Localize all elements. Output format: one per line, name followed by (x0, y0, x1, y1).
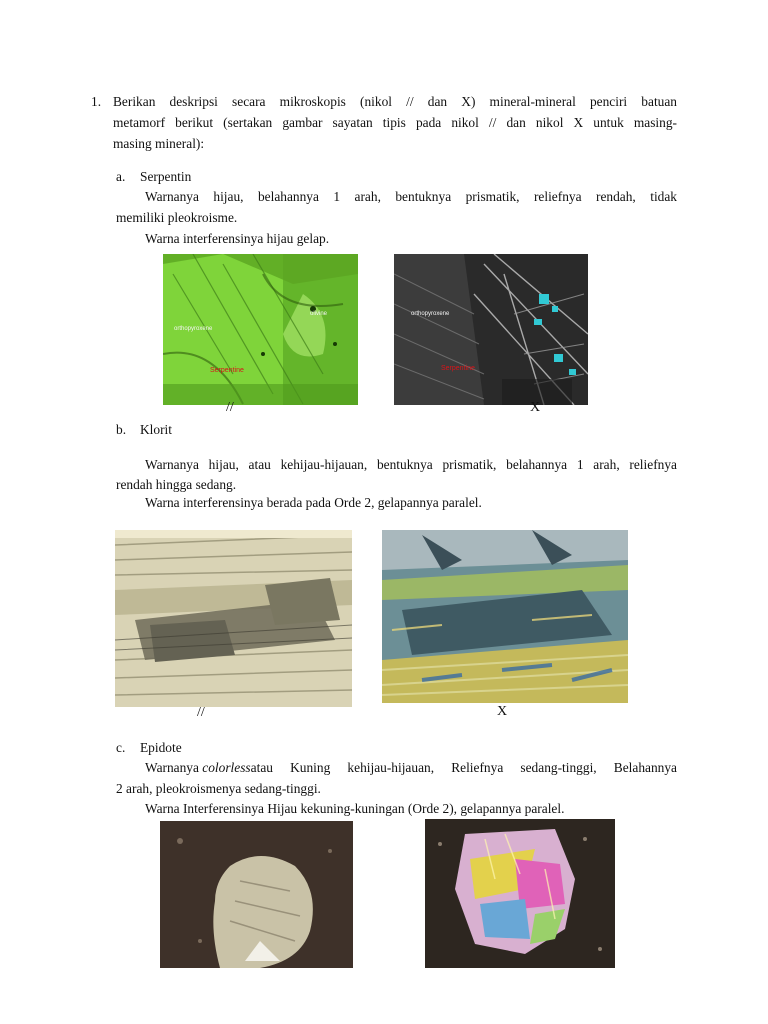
section-a-desc-line-1: Warnanya hijau, belahannya 1 arah, bentuknya prismatik, reliefnya rendah, tidak (145, 189, 677, 204)
chlorite-parallel-nicol-photo (115, 530, 352, 707)
section-b-desc-line-2: rendah hingga sedang. (116, 477, 237, 492)
question-line-1: Berikan deskripsi secara mikroskopis (nikol // dan X) mineral-mineral penciri batuan (113, 94, 677, 109)
section-a-letter: a. (116, 169, 126, 184)
serpentine-cross-nicol-photo (394, 254, 588, 405)
label-serpentine-right: Serpentine (441, 365, 475, 372)
caption-serpentine-cross: X (530, 400, 541, 415)
chlorite-cross-nicol-photo (382, 530, 628, 703)
question-line-2: metamorf berikut (sertakan gambar sayatan tipis pada nikol // dan nikol X untuk masing- (113, 115, 677, 130)
caption-serpentine-parallel: // (226, 400, 234, 415)
section-c-desc-line-1 (145, 758, 677, 778)
label-olivine: olivine (310, 311, 328, 317)
section-b-letter: b. (116, 422, 127, 437)
section-c-desc-pre: Warnanya (145, 760, 203, 775)
section-c-desc-italic: colorless (202, 760, 251, 775)
label-orthopyroxene-right: orthopyroxene (411, 311, 450, 317)
section-b-desc-line-1: Warnanya hijau, atau kehijau-hijauan, bentuknya prismatik, belahannya 1 arah, reliefnya (145, 457, 677, 472)
section-c-desc-post: atau Kuning kehijau-hijauan, Reliefnya sedang-tinggi, Belahannya (250, 760, 677, 775)
question-number: 1. (91, 94, 102, 109)
section-c-desc-line-2: 2 arah, pleokroismenya sedang-tinggi. (116, 781, 321, 796)
section-a-interference: Warna interferensinya hijau gelap. (145, 231, 330, 246)
epidote-cross-nicol-photo (425, 819, 615, 968)
question-line-3: masing mineral): (113, 136, 205, 151)
caption-chlorite-cross: X (497, 704, 508, 719)
section-c-title: Epidote (140, 740, 182, 755)
section-b-title: Klorit (140, 422, 172, 437)
caption-chlorite-parallel: // (197, 705, 205, 720)
section-c-interference: Warna Interferensinya Hijau kekuning-kuningan (Orde 2), gelapannya paralel. (145, 801, 565, 816)
epidote-parallel-nicol-photo (160, 821, 353, 968)
section-a-title: Serpentin (140, 169, 192, 184)
section-b-interference: Warna interferensinya berada pada Orde 2, gelapannya paralel. (145, 495, 482, 510)
label-serpentine-left: Serpentine (210, 367, 244, 374)
section-c-letter: c. (116, 740, 126, 755)
section-a-desc-line-2: memiliki pleokroisme. (116, 210, 238, 225)
label-orthopyroxene-left: orthopyroxene (174, 326, 213, 332)
